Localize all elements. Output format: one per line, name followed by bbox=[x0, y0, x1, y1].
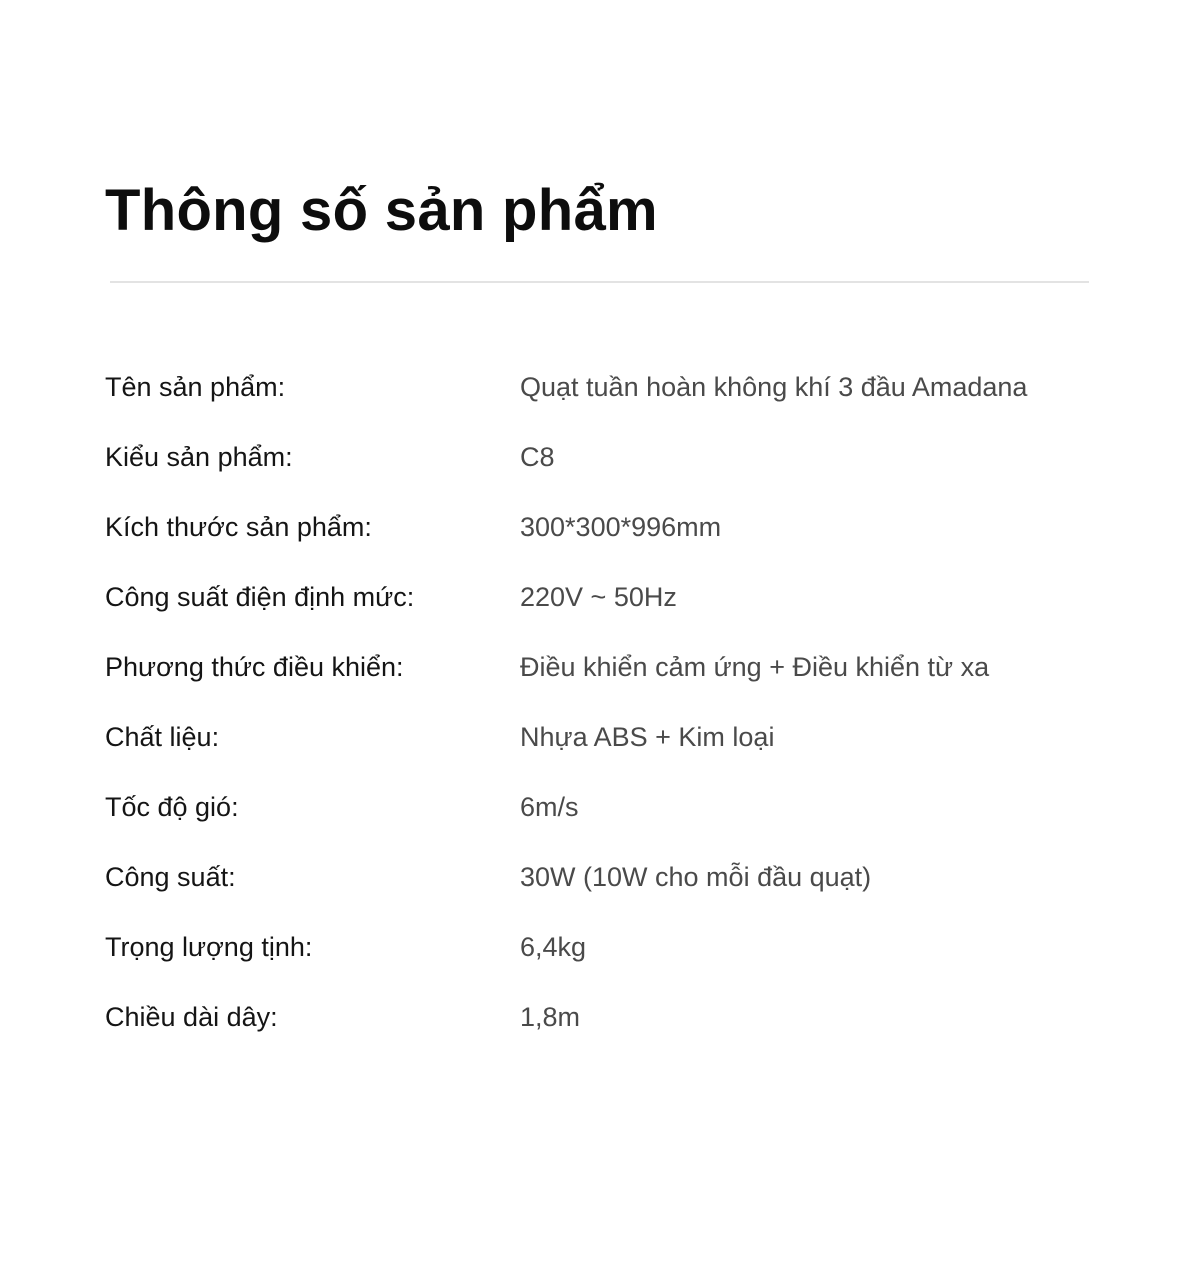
spec-value: C8 bbox=[520, 441, 555, 472]
spec-row-power bbox=[105, 842, 1105, 912]
spec-row-dimensions bbox=[105, 492, 1105, 562]
spec-label: Phương thức điều khiển: bbox=[105, 651, 404, 682]
spec-row-model bbox=[105, 422, 1105, 492]
spec-label: Tốc độ gió: bbox=[105, 791, 239, 822]
spec-label: Trọng lượng tịnh: bbox=[105, 931, 313, 962]
spec-value: 300*300*996mm bbox=[520, 511, 722, 542]
spec-label: Công suất: bbox=[105, 861, 236, 892]
spec-value: 30W (10W cho mỗi đầu quạt) bbox=[520, 861, 872, 892]
spec-value: 6m/s bbox=[520, 791, 579, 822]
spec-row-wind-speed bbox=[105, 772, 1105, 842]
spec-label: Kiểu sản phẩm: bbox=[105, 441, 293, 472]
spec-value: Quạt tuần hoàn không khí 3 đầu Amadana bbox=[520, 371, 1028, 402]
spec-label: Chiều dài dây: bbox=[105, 1001, 278, 1032]
spec-value: 6,4kg bbox=[520, 931, 587, 962]
page-title: Thông số sản phẩm bbox=[105, 178, 658, 243]
spec-row-rated-power bbox=[105, 562, 1105, 632]
spec-label: Chất liệu: bbox=[105, 721, 220, 752]
spec-value: 1,8m bbox=[520, 1001, 581, 1032]
spec-value: 220V ~ 50Hz bbox=[520, 581, 677, 612]
spec-row-material bbox=[105, 702, 1105, 772]
spec-list bbox=[105, 352, 1105, 1052]
spec-label: Tên sản phẩm: bbox=[105, 371, 286, 402]
spec-row-product-name bbox=[105, 352, 1105, 422]
title-divider bbox=[110, 281, 1089, 283]
spec-value: Nhựa ABS + Kim loại bbox=[520, 721, 775, 752]
spec-label: Công suất điện định mức: bbox=[105, 581, 415, 612]
spec-row-net-weight bbox=[105, 912, 1105, 982]
spec-row-cord-length bbox=[105, 982, 1105, 1052]
spec-value: Điều khiển cảm ứng + Điều khiển từ xa bbox=[520, 651, 990, 682]
spec-row-control-method bbox=[105, 632, 1105, 702]
spec-label: Kích thước sản phẩm: bbox=[105, 511, 372, 542]
